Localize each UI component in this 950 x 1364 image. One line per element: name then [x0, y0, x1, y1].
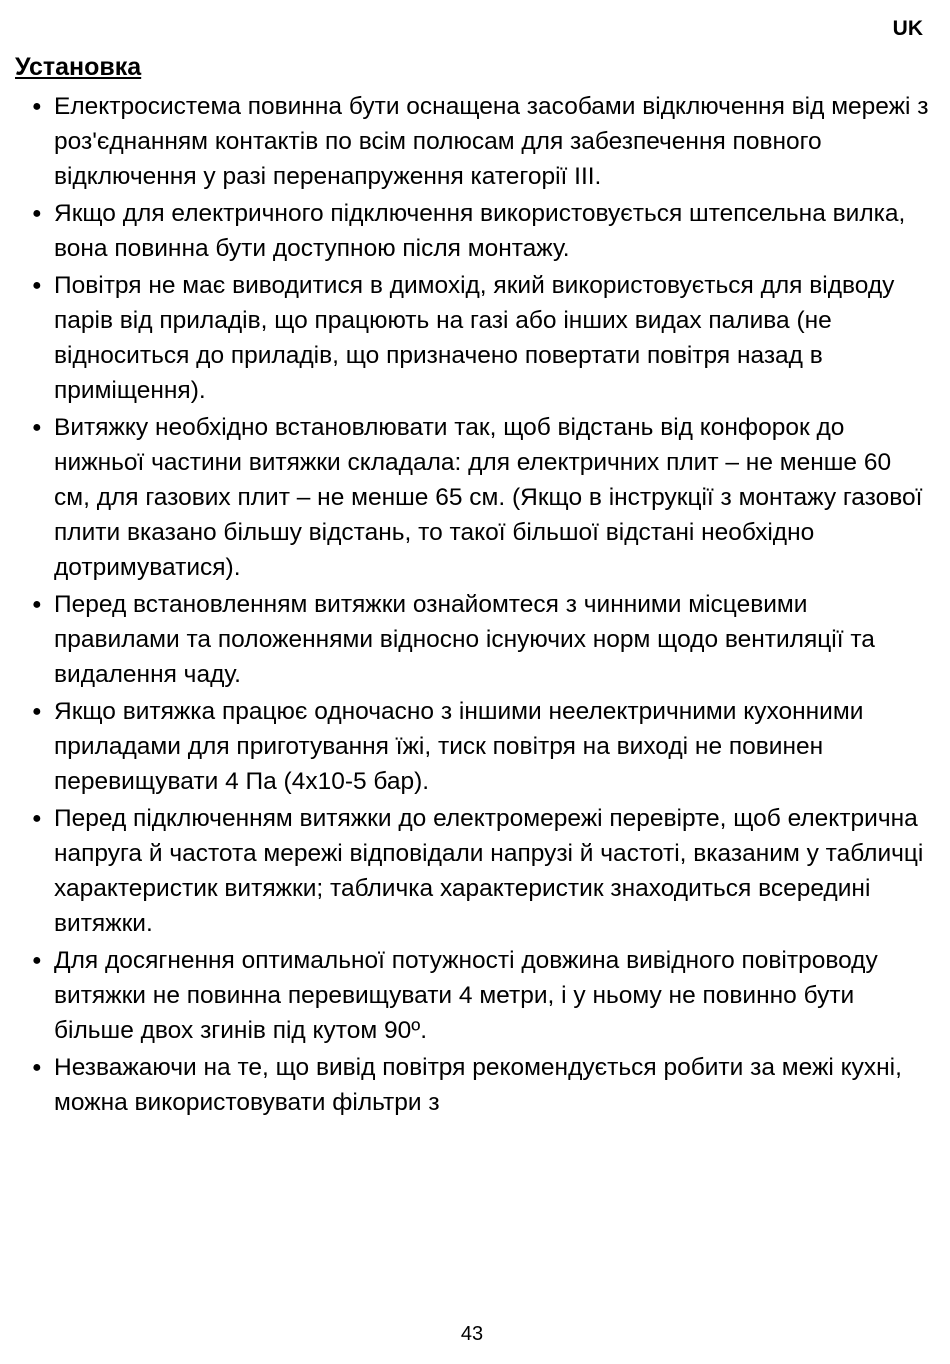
list-item	[30, 694, 930, 799]
list-item-text: Незважаючи на те, що вивід повітря рекомендується робити за межі кухні, можна використовувати фільтри з	[54, 1054, 902, 1116]
list-item-text: Перед встановленням витяжки ознайомтеся з чинними місцевими правилами та положеннями відносно існуючих норм щодо вентиляції та видалення чаду.	[54, 591, 875, 688]
list-item	[30, 587, 930, 692]
list-item-text: Витяжку необхідно встановлювати так, щоб відстань від конфорок до нижньої частини витяжки складала: для електричних плит – не менше 60 см, для газових плит – не менше 65 см. (Якщо в інструкції з монтажу газової плити вказано більшу відстань, то такої більшої відстані необхідно дотримуватися).	[54, 414, 923, 581]
bullet-icon: ●	[32, 205, 42, 222]
list-item	[30, 801, 930, 941]
bullet-icon: ●	[32, 277, 42, 294]
installation-list	[30, 89, 930, 1122]
list-item-text: Якщо витяжка працює одночасно з іншими неелектричними кухонними приладами для приготування їжі, тиск повітря на виході не повинен перевищувати 4 Па (4х10-5 бар).	[54, 698, 864, 795]
page-number: 43	[460, 1323, 484, 1345]
language-code: UK	[892, 17, 923, 40]
list-item-text: Якщо для електричного підключення використовується штепсельна вилка, вона повинна бути доступною після монтажу.	[54, 200, 906, 262]
bullet-icon: ●	[32, 98, 42, 115]
list-item-text: Для досягнення оптимальної потужності довжина вивідного повітроводу витяжки не повинна перевищувати 4 метри, і у ньому не повинно бути більше двох згинів під кутом 90º.	[54, 947, 878, 1044]
list-item	[30, 196, 930, 266]
bullet-icon: ●	[32, 596, 42, 613]
list-item	[30, 943, 930, 1048]
bullet-icon: ●	[32, 1059, 42, 1076]
list-item	[30, 89, 930, 194]
list-item	[30, 268, 930, 408]
bullet-icon: ●	[32, 703, 42, 720]
bullet-icon: ●	[32, 952, 42, 969]
list-item-text: Електросистема повинна бути оснащена засобами відключення від мережі з роз'єднанням контактів по всім полюсам для забезпечення повного відключення у разі перенапруження категорії III.	[54, 93, 929, 190]
list-item-text: Перед підключенням витяжки до електромережі перевірте, щоб електрична напруга й частота мережі відповідали напрузі й частоті, вказаним у табличці характеристик витяжки; табличка характеристик знаходиться всередині витяжки.	[54, 805, 924, 937]
section-title: Установка	[15, 53, 142, 81]
list-item-text: Повітря не має виводитися в димохід, який використовується для відводу парів від приладів, що працюють на газі або інших видах палива (не відноситься до приладів, що призначено повертати повітря назад в приміщення).	[54, 272, 895, 404]
bullet-icon: ●	[32, 810, 42, 827]
list-item	[30, 410, 930, 585]
list-item	[30, 1050, 930, 1120]
bullet-icon: ●	[32, 419, 42, 436]
